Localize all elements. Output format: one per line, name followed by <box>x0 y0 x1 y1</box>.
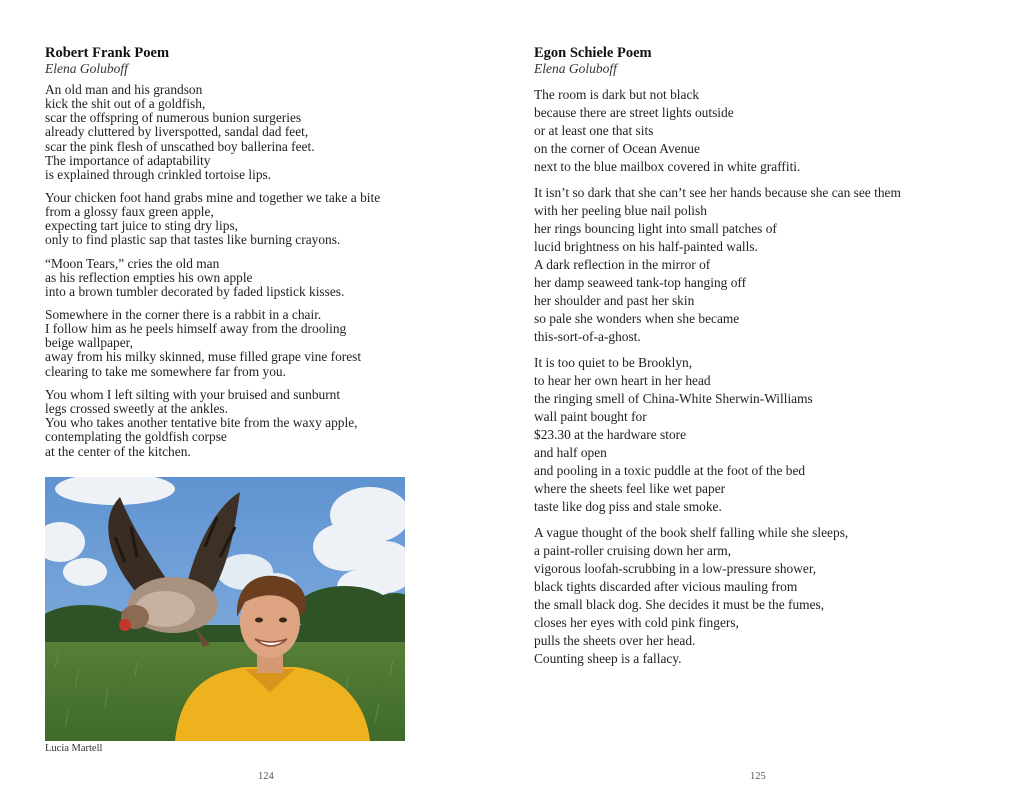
poem-line: contemplating the goldfish corpse <box>45 429 227 445</box>
poem-line: kick the shit out of a goldfish, <box>45 96 206 112</box>
poem-line: away from his milky skinned, muse filled grape vine forest <box>45 349 362 365</box>
page-number: 124 <box>258 771 274 782</box>
poem-line: scar the pink flesh of unscathed boy ballerina feet. <box>45 138 315 154</box>
poem-line: A vague thought of the book shelf falling while she sleeps, <box>534 525 849 540</box>
poem-line: Somewhere in the corner there is a rabbit in a chair. <box>45 307 322 322</box>
poem-line: black tights discarded after vicious mauling from <box>534 579 798 595</box>
poem-line: this-sort-of-a-ghost. <box>534 329 641 345</box>
poem-line: The importance of adaptability <box>45 152 211 168</box>
poem-line: next to the blue mailbox covered in white graffiti. <box>534 159 801 175</box>
painting-illustration <box>45 477 405 741</box>
poem-line: and pooling in a toxic puddle at the foot of the bed <box>534 463 806 479</box>
poem-line: taste like dog piss and stale smoke. <box>534 499 722 515</box>
poem-line: already cluttered by liverspotted, sandal dad feet, <box>45 124 309 140</box>
poem-line: beige wallpaper, <box>45 335 133 351</box>
poem-line: is explained through crinkled tortoise lips. <box>45 166 272 182</box>
poem-line: her shoulder and past her skin <box>534 293 695 309</box>
poem-line: Your chicken foot hand grabs mine and together we take a bite <box>45 190 381 205</box>
right-page <box>512 0 1024 801</box>
stanza-2 <box>45 191 380 248</box>
poem-line: You whom I left silting with your bruised and sunburnt <box>45 387 341 402</box>
poem-line: a paint-roller cruising down her arm, <box>534 543 732 559</box>
poem-line: vigorous loofah-scrubbing in a low-pressure shower, <box>534 561 817 577</box>
poem-title: Egon Schiele Poem <box>534 45 652 61</box>
poem-line: her rings bouncing light into small patches of <box>534 221 777 237</box>
poem-line: legs crossed sweetly at the ankles. <box>45 401 228 417</box>
poem-line: as his reflection empties his own apple <box>45 270 253 286</box>
poem-line: on the corner of Ocean Avenue <box>534 141 700 157</box>
stanza-4 <box>45 308 361 379</box>
poem-line: or at least one that sits <box>534 123 654 139</box>
stanza-1 <box>45 83 315 182</box>
poem-author: Elena Goluboff <box>45 61 128 76</box>
stanza-2 <box>534 184 901 346</box>
poem-line: wall paint bought for <box>534 409 647 425</box>
stanza-1 <box>534 86 800 176</box>
poem-line: where the sheets feel like wet paper <box>534 481 726 497</box>
poem-line: her damp seaweed tank-top hanging off <box>534 275 747 291</box>
painting-boy-with-rooster <box>45 477 405 741</box>
poem-line: A dark reflection in the mirror of <box>534 257 711 273</box>
poem-line: clearing to take me somewhere far from you. <box>45 363 286 379</box>
poem-line: It isn’t so dark that she can’t see her hands because she can see them <box>534 185 901 200</box>
poem-line: into a brown tumbler decorated by faded lipstick kisses. <box>45 284 345 300</box>
poem-line: only to find plastic sap that tastes like burning crayons. <box>45 232 341 248</box>
poem-line: so pale she wonders when she became <box>534 311 740 327</box>
poem-line: because there are street lights outside <box>534 105 734 121</box>
poem-line: Counting sheep is a fallacy. <box>534 651 682 667</box>
poem-title: Robert Frank Poem <box>45 45 170 61</box>
artwork-caption: Lucia Martell <box>45 743 103 754</box>
poem-author: Elena Goluboff <box>534 61 617 76</box>
poem-line: the ringing smell of China-White Sherwin-Williams <box>534 391 813 407</box>
stanza-3 <box>534 354 813 516</box>
poem-line: You who takes another tentative bite from the waxy apple, <box>45 415 358 431</box>
poem-line: lucid brightness on his half-painted walls. <box>534 239 758 255</box>
stanza-4 <box>534 524 848 668</box>
poem-line: to hear her own heart in her head <box>534 373 711 389</box>
poem-line: pulls the sheets over her head. <box>534 633 696 649</box>
poem-line: closes her eyes with cold pink fingers, <box>534 615 739 631</box>
poem-line: the small black dog. She decides it must be the fumes, <box>534 597 825 613</box>
stanza-5 <box>45 388 358 459</box>
poem-line: The room is dark but not black <box>534 87 700 102</box>
poem-line: It is too quiet to be Brooklyn, <box>534 355 693 370</box>
poem-line: I follow him as he peels himself away from the drooling <box>45 321 347 337</box>
stanza-3 <box>45 257 344 299</box>
poem-line: expecting tart juice to sting dry lips, <box>45 218 239 234</box>
poem-line: $23.30 at the hardware store <box>534 427 687 443</box>
poem-line: from a glossy faux green apple, <box>45 204 214 220</box>
poem-line: “Moon Tears,” cries the old man <box>45 256 220 271</box>
poem-line: with her peeling blue nail polish <box>534 203 707 219</box>
page-number: 125 <box>750 771 766 782</box>
poem-line: scar the offspring of numerous bunion surgeries <box>45 110 302 126</box>
poem-line: at the center of the kitchen. <box>45 443 191 459</box>
poem-line: and half open <box>534 445 607 461</box>
poem-line: An old man and his grandson <box>45 82 203 97</box>
